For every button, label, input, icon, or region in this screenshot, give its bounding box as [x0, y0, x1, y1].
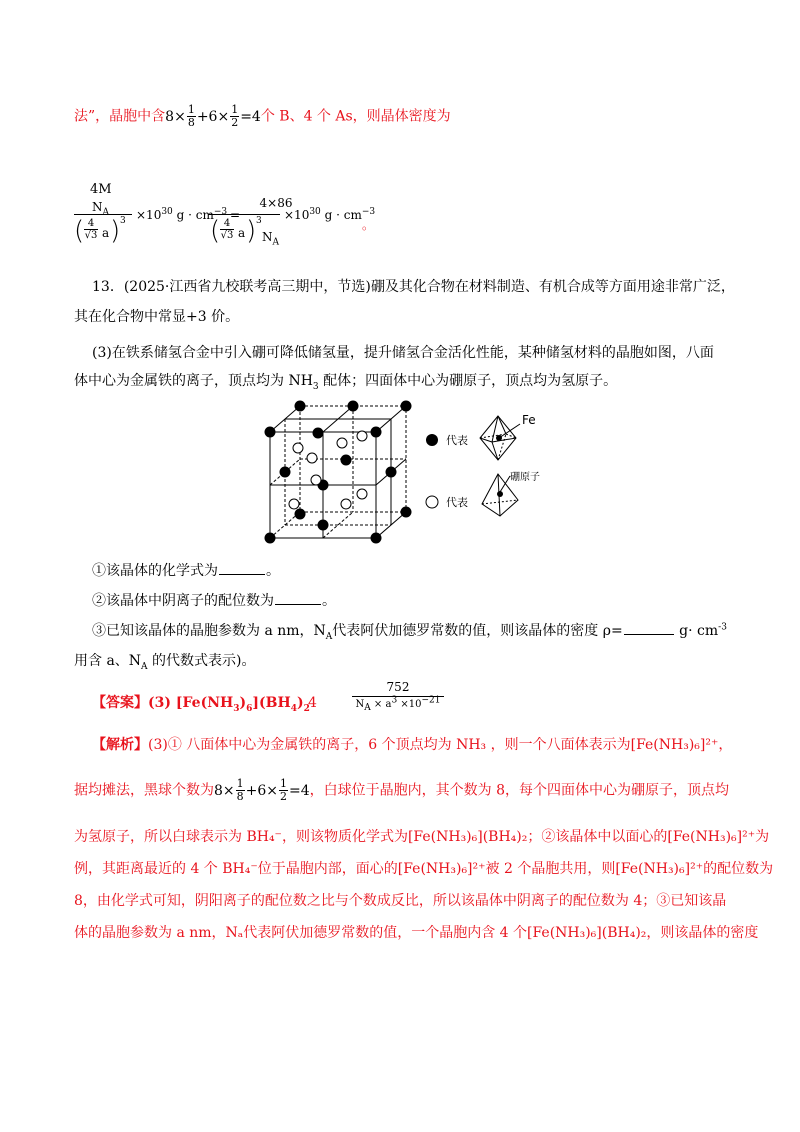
- fe-ion: [341, 455, 352, 466]
- frac-4-sqrt3: [84, 218, 98, 241]
- density-bar-inner: [74, 214, 132, 215]
- q1-text: ①该晶体的化学式为: [92, 563, 218, 579]
- na-sub: A: [272, 237, 279, 248]
- den-part: N: [355, 699, 365, 710]
- bh4-ion: [357, 489, 367, 499]
- boron-label: 硼原子: [510, 472, 540, 483]
- formula-part: =4: [240, 108, 261, 125]
- q3-l2-text: 用含 a、N: [74, 653, 142, 669]
- q13-number: 13．: [92, 279, 124, 295]
- frac-num: 1: [236, 777, 244, 790]
- legend-black-label: 代表: [446, 434, 468, 447]
- bh4-ion: [289, 499, 299, 509]
- exp-30: 30: [309, 207, 321, 217]
- den-sup: 3: [391, 695, 398, 706]
- fe-ion: [386, 467, 397, 478]
- frac-den: 2: [231, 116, 239, 129]
- bh4-ion: [311, 475, 321, 485]
- ans-frac-num: 752: [352, 680, 444, 697]
- q3-mid: 代表阿伏加德罗常数的值，则该晶体的密度 ρ=: [332, 623, 623, 639]
- den-part: × a: [370, 699, 392, 710]
- analysis-text: (3)① 八面体中心为金属铁的离子，6 个顶点均为 NH₃ ，则一个八面体表示为[Fe(NH₃)₆]²⁺，: [148, 737, 733, 753]
- q1-end: 。: [266, 563, 280, 579]
- times-ten: ×10: [284, 208, 310, 222]
- equals-sign: =: [230, 208, 241, 222]
- times-ten: ×10: [136, 208, 162, 222]
- na-sub: A: [102, 207, 109, 218]
- formula-part: =4: [289, 782, 310, 799]
- paren-left-2: (: [210, 216, 221, 246]
- fe-ion: [313, 428, 324, 439]
- frac-top: 4: [84, 218, 98, 230]
- ans-sub: 2: [303, 703, 310, 714]
- fe-ion: [295, 401, 306, 412]
- analysis-line3: 为氢原子，所以白球表示为 BH₄⁻，则该物质化学式为[Fe(NH₃)₆](BH₄)₂；②该晶体中以面心的[Fe(NH₃)₆]²⁺为: [74, 829, 770, 845]
- fraction-1-8: [187, 104, 196, 129]
- ans-sub: 4: [290, 703, 297, 714]
- unit-g-cm: g · cm: [176, 208, 214, 222]
- top-line-post: 个 B、4 个 As，则晶体密度为: [260, 108, 451, 125]
- formula-part: 8×: [165, 108, 186, 125]
- q3-unit-exp: -3: [718, 622, 727, 633]
- density-tail: 。: [362, 218, 375, 232]
- frac-bot: √3: [84, 230, 98, 241]
- fe-ion: [318, 520, 329, 531]
- density-formula: [74, 182, 474, 262]
- boron-center-dot: [497, 491, 503, 497]
- frac-den: 8: [187, 116, 195, 129]
- q1-blank[interactable]: [219, 561, 265, 575]
- density-na-1: [92, 200, 109, 218]
- den-sub: A: [364, 703, 371, 713]
- density-na-2: [262, 230, 279, 248]
- q-density: [92, 620, 752, 642]
- answer-density-fraction: [352, 680, 444, 713]
- formula-part: +6×: [196, 108, 230, 125]
- black-balls: [265, 401, 412, 544]
- q3-text: ③已知该晶体的晶胞参数为 a nm，N: [92, 623, 326, 639]
- fe-center-dot: [496, 435, 502, 441]
- unit-exp: −3: [213, 207, 228, 217]
- density-bar-2: [208, 214, 280, 215]
- cube-exp-2: 3: [256, 216, 262, 226]
- q-coordination: [92, 590, 752, 612]
- q3-sub: A: [325, 631, 333, 642]
- fe-ion: [348, 401, 359, 412]
- fe-ion: [371, 427, 382, 438]
- white-balls: [289, 431, 367, 509]
- density-4m: 4M: [90, 182, 112, 197]
- q2-text: ②该晶体中阴离子的配位数为: [92, 593, 274, 609]
- frac-4-sqrt3-2: [220, 218, 234, 241]
- answer-line: [92, 692, 310, 714]
- formula-part: +6×: [245, 782, 279, 799]
- frac-num: 1: [280, 777, 288, 790]
- fe-ion: [295, 509, 306, 520]
- ans-sub: 6: [246, 703, 253, 714]
- q-formula: [92, 560, 752, 582]
- bh4-ion: [293, 443, 303, 453]
- q13-source: (2025·江西省九校联考高三期中，节选)硼及其化合物在材料制造、有机合成等方面用途非常广泛，: [123, 279, 735, 295]
- ans-frac-den: [352, 695, 444, 713]
- q3-blank[interactable]: [624, 621, 674, 635]
- top-line-text: 法”，晶胞中含: [74, 108, 166, 125]
- legend-white-label: 代表: [446, 496, 468, 509]
- crystal-cell-figure: [262, 394, 602, 554]
- bh4-ion: [341, 499, 351, 509]
- bh4-ion: [357, 431, 367, 441]
- paren-right-2: ): [246, 216, 257, 246]
- exp-30: 30: [161, 207, 173, 217]
- answer-tag: 【答案】: [92, 695, 148, 711]
- fe-ion: [265, 427, 276, 438]
- analysis-tag: 【解析】: [92, 737, 148, 753]
- ans-part: (3) [Fe(NH: [148, 695, 234, 711]
- analysis-formula: [214, 777, 310, 803]
- fe-ion: [280, 467, 291, 478]
- bh4-ion: [307, 453, 317, 463]
- density-num2: 4×86: [259, 196, 293, 210]
- answer-formula: [148, 695, 310, 714]
- fe-label: Fe: [522, 413, 536, 427]
- paren-left: (: [74, 216, 85, 246]
- analysis-text: ，白球位于晶胞内，其个数为 8，每个四面体中心为硼原子，顶点均: [309, 782, 730, 799]
- q3-unit: g· cm: [679, 623, 719, 639]
- q3-l2-post: 的代数式表示)。: [147, 653, 256, 669]
- frac-den: 8: [236, 790, 244, 803]
- ans-part: ): [296, 695, 304, 711]
- frac-num: 1: [231, 103, 239, 116]
- fraction-1-2: [279, 778, 288, 803]
- top-line: [74, 104, 451, 129]
- frac-bot: √3: [220, 230, 234, 241]
- legend-white-ball: [426, 496, 438, 508]
- nh3-sub: 3: [312, 381, 319, 392]
- analysis-text: 据均摊法，黑球个数为: [74, 782, 214, 799]
- fe-ion: [265, 533, 276, 544]
- fe-ion: [401, 507, 412, 518]
- q-density-line2: [74, 650, 734, 672]
- q2-end: 。: [322, 593, 336, 609]
- fe-ion: [401, 401, 412, 412]
- fraction-1-2: [230, 104, 239, 129]
- density-a-2: a: [238, 226, 246, 240]
- q13-part3-line2: [74, 370, 734, 392]
- bh4-ion: [337, 438, 347, 448]
- q13-line1: [92, 276, 752, 298]
- frac-top: 4: [220, 218, 234, 230]
- fe-ion: [371, 533, 382, 544]
- frac-num: 1: [187, 103, 195, 116]
- na-n: N: [92, 200, 103, 214]
- top-formula: [165, 103, 261, 129]
- cube-exp: 3: [120, 216, 126, 226]
- part3-post: 配体；四面体中心为硼原子，顶点均为氢原子。: [318, 373, 618, 389]
- ans-sub: 3: [233, 703, 240, 714]
- analysis-line1: [92, 734, 752, 756]
- legend-black-ball: [426, 434, 438, 446]
- density-a: a: [102, 226, 110, 240]
- q3-l2-sub: A: [141, 661, 148, 672]
- q13-part3-line1: (3)在铁系储氢合金中引入硼可降低储氢量，提升储氢合金活化性能，某种储氢材料的晶胞如图，八面: [92, 345, 714, 361]
- analysis-line2: [74, 778, 734, 803]
- frac-den: 2: [280, 790, 288, 803]
- na-n: N: [262, 230, 273, 244]
- ans-part: ](BH: [252, 695, 291, 711]
- analysis-line4: 例，其距离最近的 4 个 BH₄⁻位于晶胞内部，面心的[Fe(NH₃)₆]²⁺被 2 个晶胞共用，则[Fe(NH₃)₆]²⁺的配位数为: [74, 861, 774, 877]
- ans-part: ): [239, 695, 247, 711]
- paren-right: ): [110, 216, 121, 246]
- unit-g-cm: g · cm: [324, 208, 362, 222]
- answer-coord: 4: [308, 695, 317, 711]
- analysis-line6: 体的晶胞参数为 a nm，Nₐ代表阿伏加德罗常数的值，一个晶胞内含 4 个[Fe(NH₃)₆](BH₄)₂，则该晶体的密度: [74, 925, 759, 941]
- unit-exp: −3: [361, 207, 376, 217]
- part3-text: 体中心为金属铁的离子，顶点均为 NH: [74, 373, 313, 389]
- q2-blank[interactable]: [275, 591, 321, 605]
- den-sup: −21: [421, 695, 441, 706]
- q13-line2: 其在化合物中常显+3 价。: [74, 309, 240, 325]
- den-part: ×10: [397, 699, 422, 710]
- formula-part: 8×: [214, 782, 235, 799]
- analysis-line5: 8，由化学式可知，阴阳离子的配位数之比与个数成反比，所以该晶体中阴离子的配位数为 4；③已知该晶: [74, 893, 727, 909]
- fraction-1-8: [236, 778, 245, 803]
